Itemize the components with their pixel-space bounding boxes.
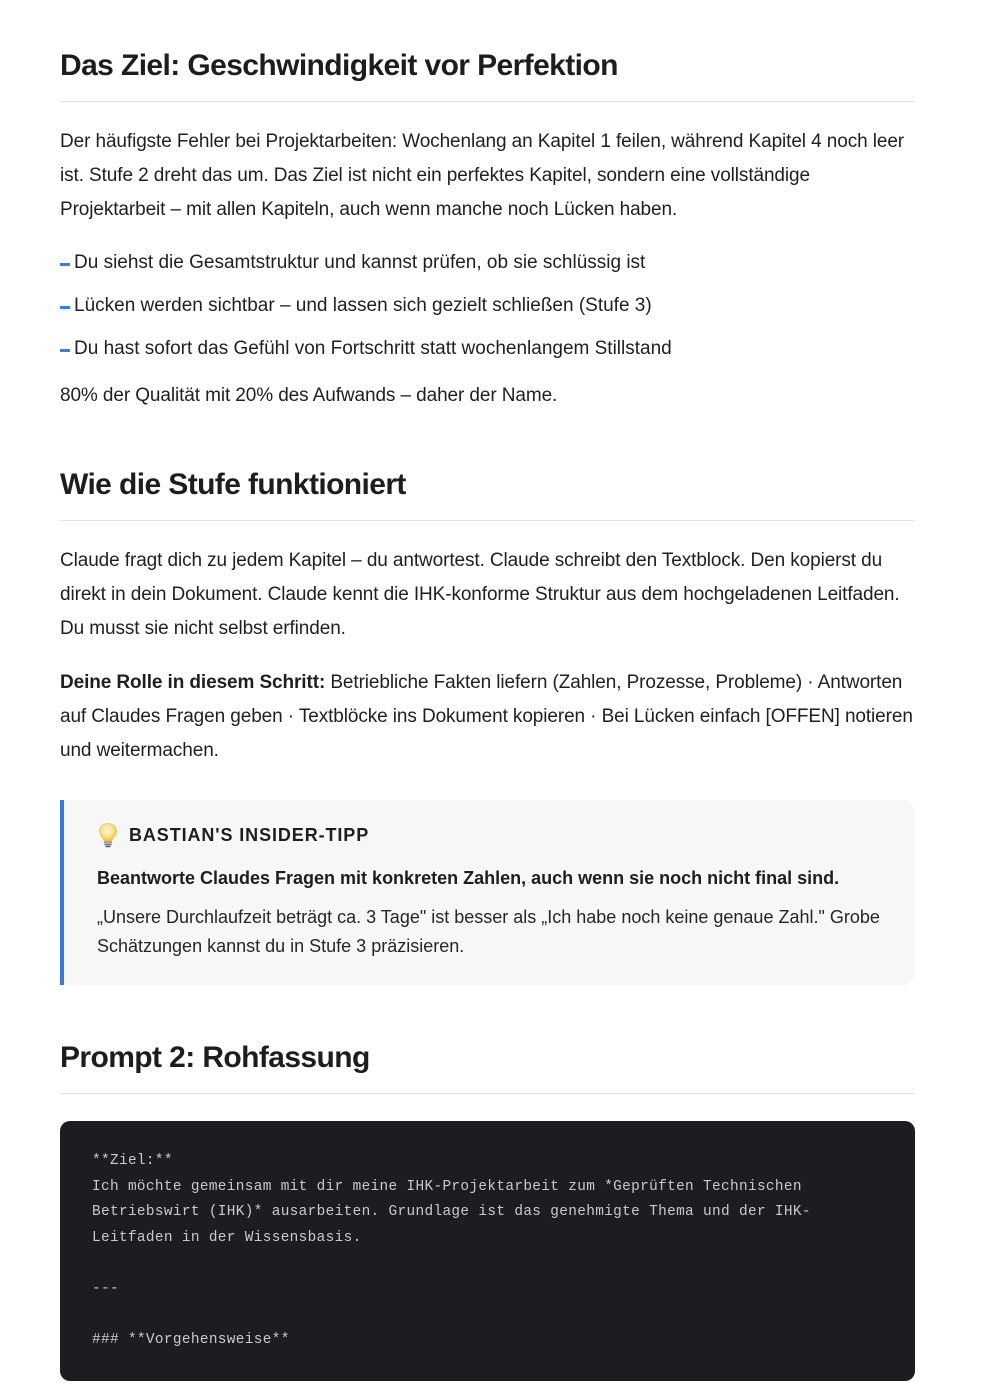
document-page [60, 0, 915, 1381]
tip-heading-text: BASTIAN'S INSIDER-TIPP [129, 824, 370, 845]
tip-body-text: „Unsere Durchlaufzeit beträgt ca. 3 Tage" ist besser als „Ich habe noch keine genaue Zahl." Grobe Schätzungen kannst du in Stufe 3 präzisieren. [97, 907, 880, 956]
goal-intro-paragraph: Der häufigste Fehler bei Projektarbeiten: Wochenlang an Kapitel 1 feilen, während Kapitel 4 noch leer ist. Stufe 2 dreht das um. Das Ziel ist nicht ein perfektes Kapitel, sondern eine vollständige Projektarbeit – mit allen Kapiteln, auch wenn manche noch Lücken haben. [60, 131, 905, 220]
code-line [92, 1302, 883, 1328]
section-title-goal: Das Ziel: Geschwindigkeit vor Perfektion [60, 49, 915, 102]
section-how [60, 413, 915, 768]
code-line [92, 1251, 883, 1277]
goal-bullet-list [60, 250, 915, 362]
list-item [60, 250, 915, 276]
list-item-text: Du siehst die Gesamtstruktur und kannst prüfen, ob sie schlüssig ist [74, 252, 646, 273]
list-item [60, 293, 915, 319]
tip-lead-sentence: Beantworte Claudes Fragen mit konkreten Zahlen, auch wenn sie noch nicht final sind. [97, 868, 840, 888]
code-line: Betriebswirt (IHK)* ausarbeiten. Grundlage ist das genehmigte Thema und der IHK- [92, 1204, 811, 1220]
lightbulb-icon [97, 822, 119, 848]
section-goal [60, 0, 915, 413]
how-intro-paragraph: Claude fragt dich zu jedem Kapitel – du antwortest. Claude schreibt den Textblock. Den kopierst du direkt in dein Dokument. Claude kennt die IHK-konforme Struktur aus dem hochgeladenen Leitfaden. Du musst sie nicht selbst erfinden. [60, 550, 900, 639]
dash-bullet-icon [60, 263, 70, 266]
insider-tip-callout [60, 800, 915, 985]
prompt-code-block[interactable] [60, 1121, 915, 1381]
list-item-text: Lücken werden sichtbar – und lassen sich gezielt schließen (Stufe 3) [74, 295, 652, 316]
role-paragraph [60, 666, 915, 768]
tip-heading [97, 822, 883, 848]
dash-bullet-icon [60, 306, 70, 309]
code-line: Ich möchte gemeinsam mit dir meine IHK-Projektarbeit zum *Geprüften Technischen [92, 1178, 802, 1195]
section-title-how: Wie die Stufe funktioniert [60, 468, 915, 521]
section-prompt [60, 985, 915, 1381]
code-line: ### **Vorgehensweise** [92, 1331, 290, 1348]
code-line: **Ziel:** [92, 1153, 173, 1169]
prompt-code-text[interactable] [92, 1149, 883, 1353]
dash-bullet-icon [60, 349, 70, 352]
list-item [60, 336, 915, 362]
section-title-prompt: Prompt 2: Rohfassung [60, 1041, 915, 1094]
list-item-text: Du hast sofort das Gefühl von Fortschritt statt wochenlangem Stillstand [74, 338, 672, 359]
code-line: --- [92, 1280, 119, 1297]
role-label: Deine Rolle in diesem Schritt: [60, 672, 326, 693]
role-text: Betriebliche Fakten liefern (Zahlen, Prozesse, Probleme) · Antworten auf Claudes Fragen geben · Textblöcke ins Dokument kopieren · Bei Lücken einfach [OFFEN] notieren und weitermachen. [60, 672, 913, 761]
goal-outro-paragraph: 80% der Qualität mit 20% des Aufwands – daher der Name. [60, 385, 558, 406]
code-line: Leitfaden in der Wissensbasis. [92, 1229, 362, 1246]
